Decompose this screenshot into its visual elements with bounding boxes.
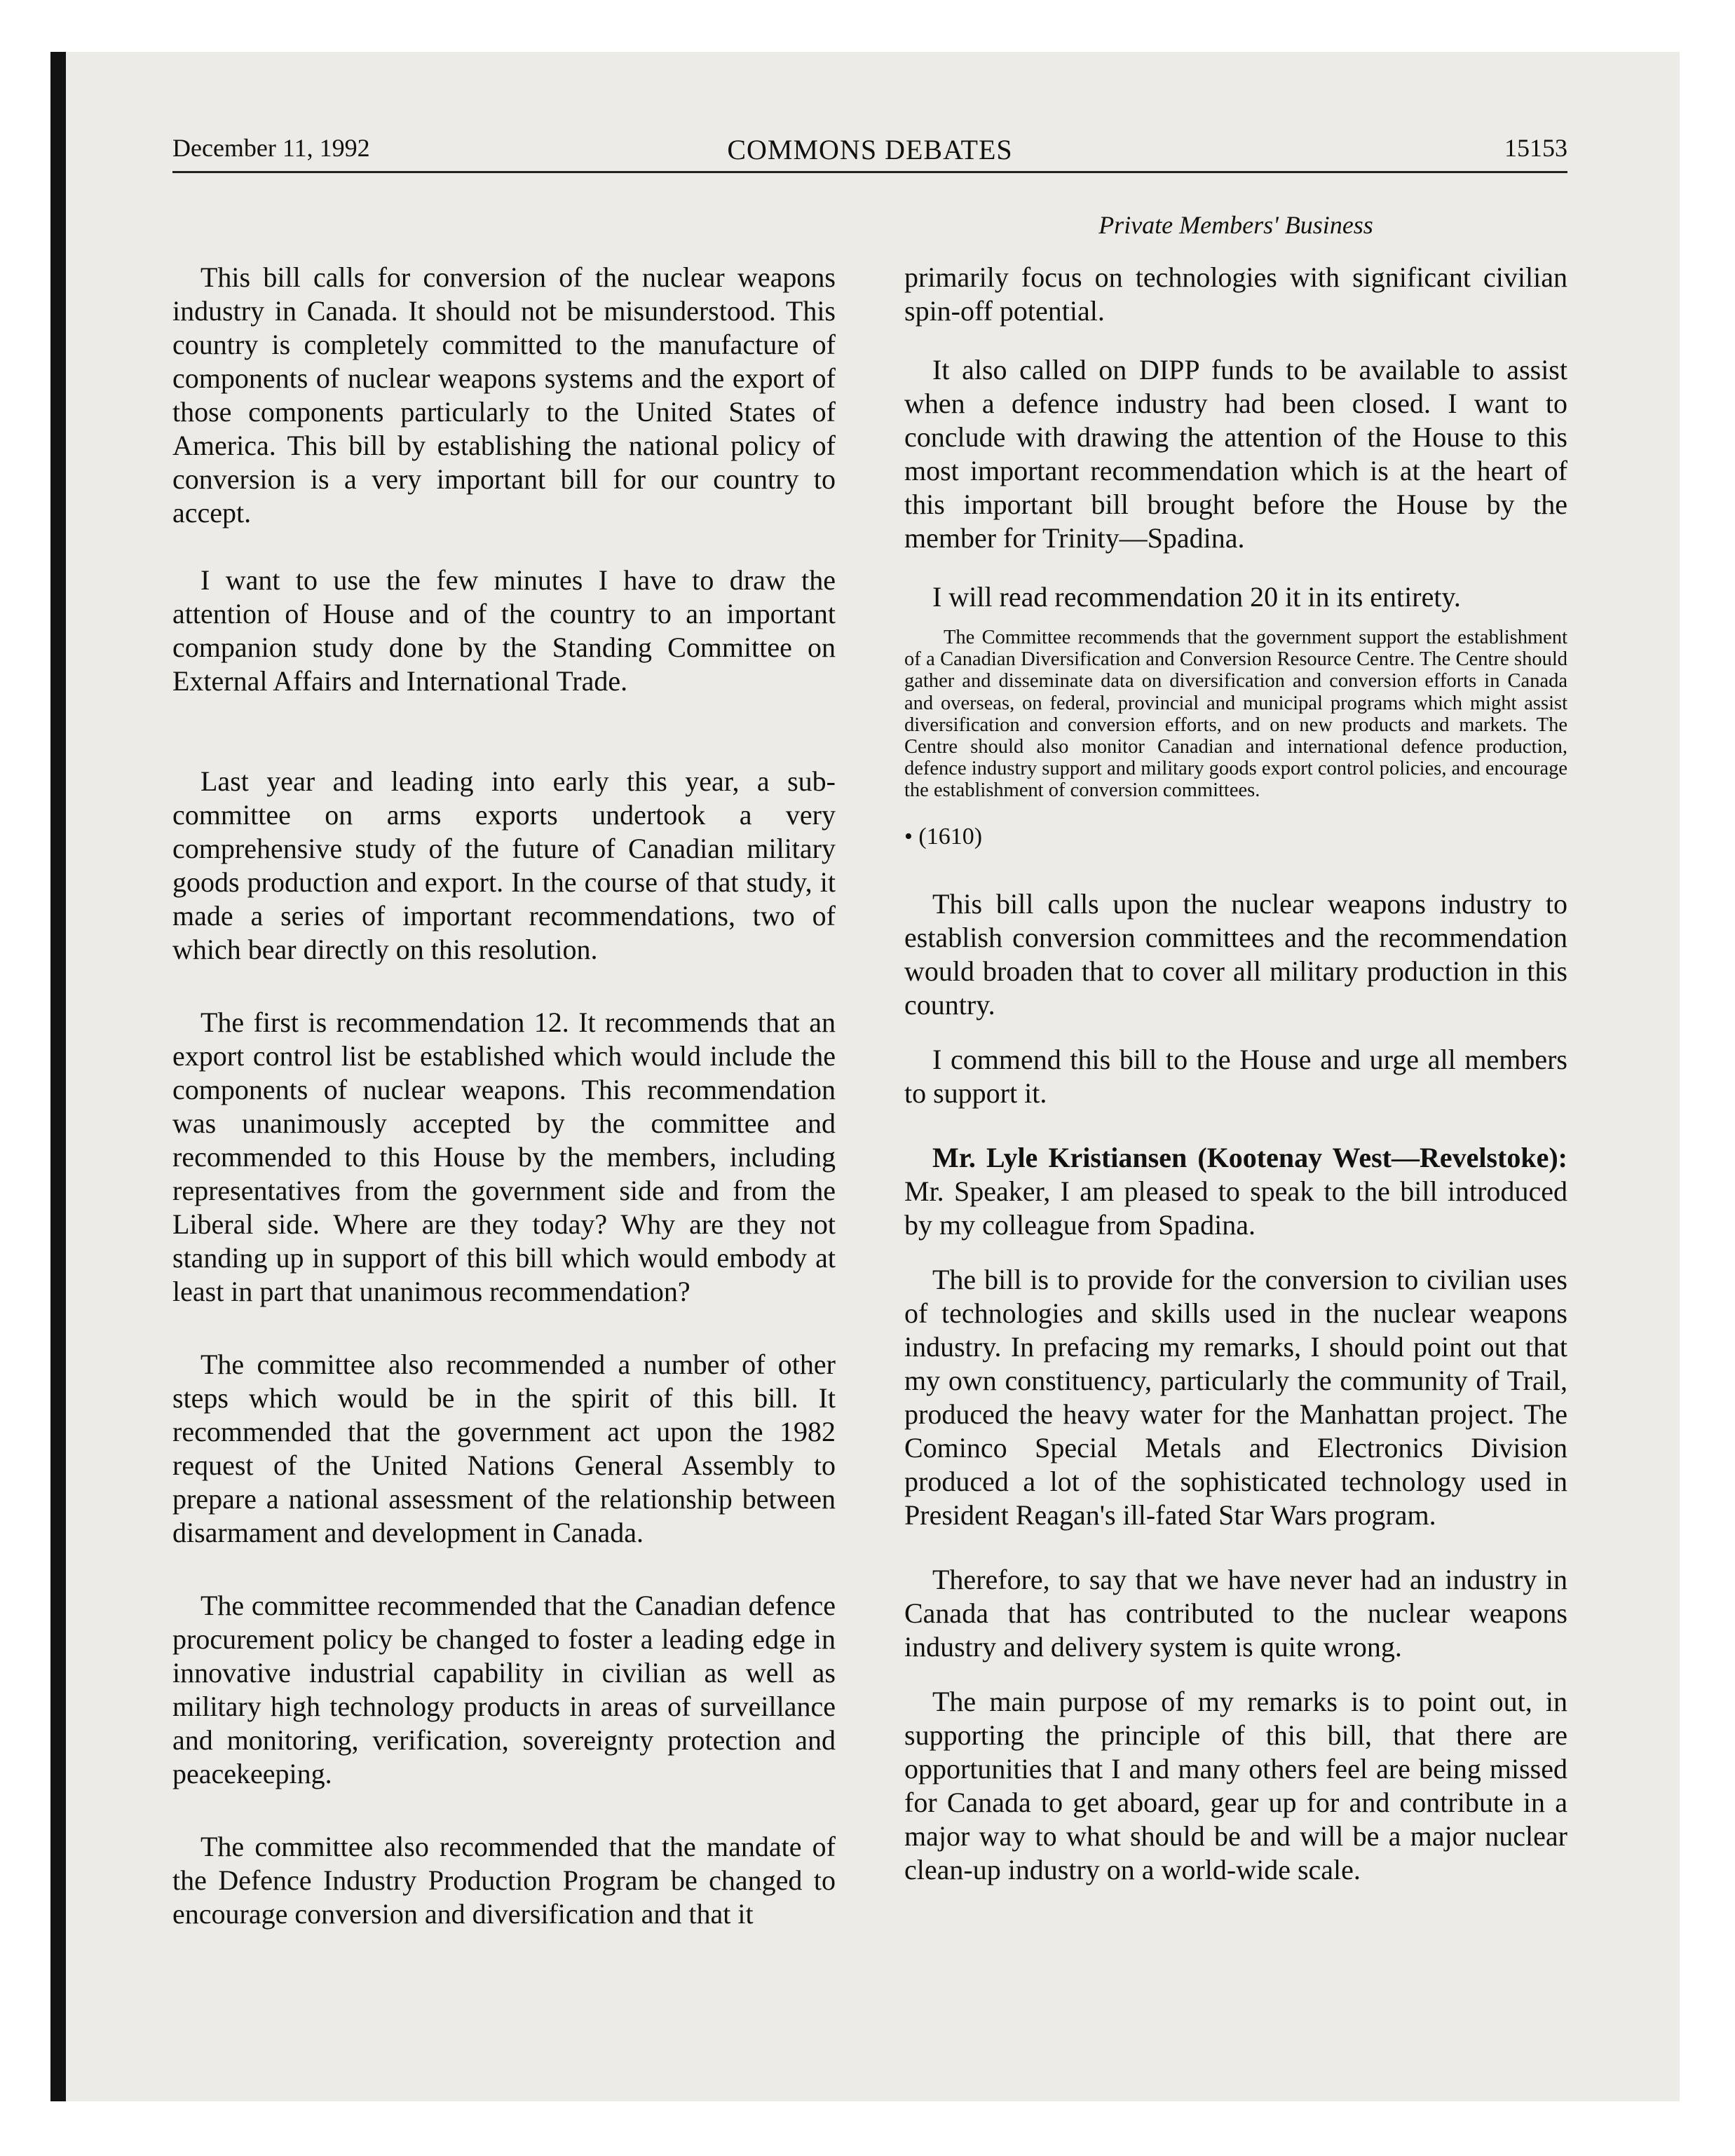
paragraph: It also called on DIPP funds to be available to assist when a defence industry had been closed. I want to conclude with drawing the attention of the House to this most important recommendation which is at the heart of this important bill brought before the House by the member for Trinity—Spadina. bbox=[904, 354, 1567, 554]
paragraph: The bill is to provide for the conversion to civilian uses of technologies and skills used in the nuclear weapons industry. In prefacing my remarks, I should point out that my own constituency, particularly the community of Trail, produced the heavy water for the Manhattan project. The Cominco Special Metals and Electronics Division produced a lot of the sophisticated technology used in President Reagan's ill-fated Star Wars program. bbox=[904, 1263, 1567, 1531]
paragraph: Therefore, to say that we have never had an industry in Canada that has contributed to the nuclear weapons industry and delivery system is quite wrong. bbox=[904, 1563, 1567, 1663]
paragraph: I want to use the few minutes I have to draw the attention of House and of the country to an important companion study done by the Standing Committee on External Affairs and International Trade. bbox=[172, 564, 836, 697]
left-column bbox=[172, 261, 836, 1931]
header-date: December 11, 1992 bbox=[172, 134, 370, 162]
header-title: COMMONS DEBATES bbox=[727, 134, 1013, 165]
paragraph: Last year and leading into early this year, a sub-committee on arms exports undertook a very comprehensive study of the future of Canadian military goods production and export. In the course of that study, it made a series of important recommendations, two of which bear directly on this resolution. bbox=[172, 765, 836, 965]
paragraph: The first is recommendation 12. It recommends that an export control list be established which would include the components of nuclear weapons. This recommendation was unanimously accepted by the committee and recommended to this House by the members, including representatives from the government side and from the Liberal side. Where are they today? Why are they not standing up in support of this bill which would embody at least in part that unanimous recommendation? bbox=[172, 1007, 836, 1307]
speaker-paragraph bbox=[904, 1141, 1567, 1242]
paragraph: The committee recommended that the Canadian defence procurement policy be changed to foster a leading edge in innovative industrial capability in civilian as well as military high technology products in areas of surveillance and monitoring, verification, sovereignty protection and peacekeeping. bbox=[172, 1590, 836, 1789]
right-column bbox=[904, 261, 1567, 1887]
paragraph: The committee also recommended a number of other steps which would be in the spirit of this bill. It recommended that the government act upon the 1982 request of the United Nations General Assembly to prepare a national assessment of the relationship between disarmament and development in Canada. bbox=[172, 1349, 836, 1548]
paragraph: The main purpose of my remarks is to point out, in supporting the principle of this bill, that there are opportunities that I and many others feel are being missed for Canada to get aboard, gear up for and contribute in a major way to what should be and will be a major nuclear clean-up industry on a world-wide scale. bbox=[904, 1685, 1567, 1885]
speaker-text: Mr. Speaker, I am pleased to speak to the bill introduced by my colleague from Spadina. bbox=[904, 1175, 1567, 1241]
page-number: 15153 bbox=[1504, 134, 1567, 162]
time-marker: • (1610) bbox=[904, 823, 983, 850]
paragraph-continuation: primarily focus on technologies with significant civilian spin-off potential. bbox=[904, 261, 1567, 327]
speaker-name: Mr. Lyle Kristiansen (Kootenay West—Revelstoke): bbox=[932, 1141, 1567, 1173]
page-header bbox=[172, 133, 1567, 168]
paragraph: This bill calls for conversion of the nuclear weapons industry in Canada. It should not be misunderstood. This country is completely committed to the manufacture of components of nuclear weapons systems and the export of those components particularly to the United States of America. This bill by establishing the national policy of conversion is a very important bill for our country to accept. bbox=[172, 261, 836, 528]
paragraph: This bill calls upon the nuclear weapons industry to establish conversion committees and the recommendation would broaden that to cover all military production in this country. bbox=[904, 887, 1567, 1021]
paragraph: I will read recommendation 20 it in its entirety. bbox=[932, 581, 1461, 613]
paragraph: The committee also recommended that the mandate of the Defence Industry Production Program be changed to encourage conversion and diversification and that it bbox=[172, 1831, 836, 1930]
section-heading: Private Members' Business bbox=[1098, 211, 1373, 239]
header-rule bbox=[172, 171, 1567, 173]
block-quote: The Committee recommends that the government support the establishment of a Canadian Diversification and Conversion Resource Centre. The Centre should gather and disseminate data on diversification and conversion efforts in Canada and overseas, on federal, provincial and municipal programs which might assist diversification and conversion efforts, and on new products and markets. The Centre should also monitor Canadian and international defence production, defence industry support and military goods export control policies, and encourage the establishment of conversion committees. bbox=[904, 627, 1567, 802]
paragraph: I commend this bill to the House and urge all members to support it. bbox=[904, 1043, 1567, 1109]
